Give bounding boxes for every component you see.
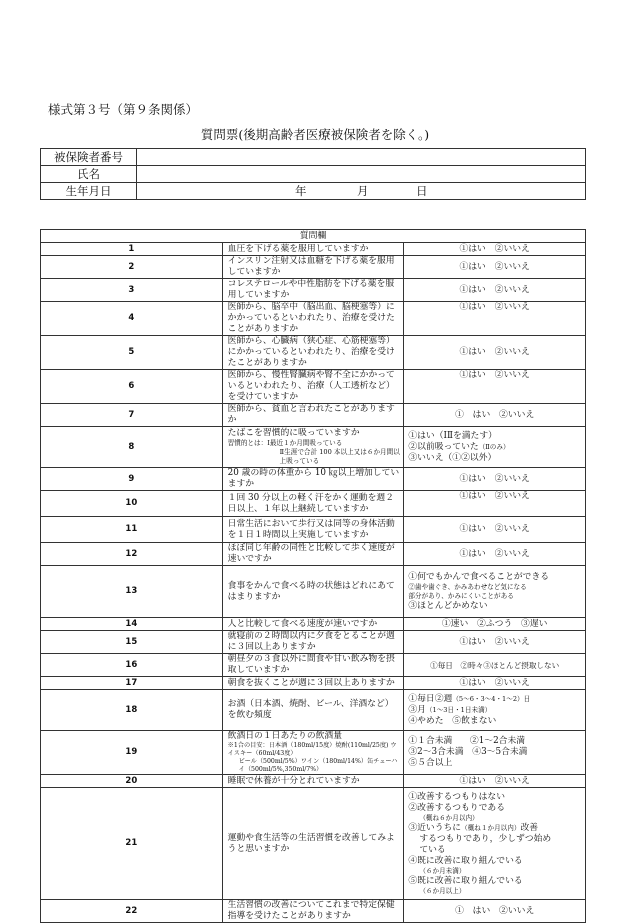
question-number: 16 <box>41 654 223 677</box>
answer-note: （６か月以上） <box>419 886 466 895</box>
answer-options[interactable] <box>404 566 586 618</box>
questionnaire-header: 質問欄 <box>41 230 586 243</box>
answer-options[interactable]: ①はい ②いいえ <box>404 279 586 302</box>
answer-label: ①毎日②週 <box>408 693 453 704</box>
question-text: 運動や食生活等の生活習慣を改善してみようと思いますか <box>222 788 404 900</box>
question-row <box>41 427 586 468</box>
answer-option[interactable]: ①何でもかんで食べることができる <box>408 571 550 582</box>
question-text: インスリン注射又は血糖を下げる薬を服用していますか <box>222 256 404 279</box>
answer-options[interactable] <box>404 690 586 731</box>
insured-number-label: 被保険者番号 <box>41 149 137 166</box>
form-title: 質問票(後期高齢者医療被保険者を除く。) <box>200 127 430 142</box>
answer-note: （5～6・3～4・1～2）日 <box>452 694 531 703</box>
question-number: 19 <box>41 731 223 775</box>
question-text: 就寝前の２時間以内に夕食をとることが週に３回以上ありますか <box>222 631 404 654</box>
form-number: 様式第３号（第９条関係） <box>48 102 199 117</box>
answer-options[interactable]: ①はい ②いいえ <box>404 631 586 654</box>
question-text: 日常生活において歩行又は同等の身体活動を１日１時間以上実施していますか <box>222 517 404 543</box>
answer-option[interactable] <box>408 823 585 834</box>
day-label: 日 <box>416 184 428 198</box>
question-text: 朝食を抜くことが週に３回以上ありますか <box>222 677 404 690</box>
question-number: 12 <box>41 543 223 566</box>
answer-option-continued: ている <box>419 844 446 855</box>
answer-option-continued: するつもりであり，少しずつ始め <box>419 833 552 844</box>
answer-option[interactable] <box>408 705 585 716</box>
answer-options[interactable]: ① はい ②いいえ <box>404 900 586 923</box>
question-text: 食事をかんで食べる時の状態はどれにあてはまりますか <box>222 566 404 618</box>
question-text: ほぼ同じ年齢の同性と比較して歩く速度が速いですか <box>222 543 404 566</box>
answer-options[interactable]: ①毎日 ②時々③ほとんど摂取しない <box>404 654 586 677</box>
answer-options[interactable]: ①はい ②いいえ <box>404 775 586 788</box>
question-text: コレステロールや中性脂肪を下げる薬を服用していますか <box>222 279 404 302</box>
question-text: 医師から、心臓病（狭心症、心筋梗塞等）にかかっているといわれたり、治療を受けたことがありますか <box>222 336 404 370</box>
answer-options[interactable]: ①速い ②ふつう ③遅い <box>404 618 586 631</box>
insured-info-table <box>40 148 586 200</box>
answer-options[interactable]: ①はい ②いいえ <box>404 491 586 517</box>
question-row <box>41 775 586 788</box>
answer-label: ③近いうちに <box>408 822 462 833</box>
question-number: 7 <box>41 404 223 427</box>
question-number: 2 <box>41 256 223 279</box>
question-row <box>41 654 586 677</box>
question-text: 生活習慣の改善についてこれまで特定保健指導を受けたことがありますか <box>222 900 404 923</box>
answer-options[interactable] <box>404 788 586 900</box>
question-number: 13 <box>41 566 223 618</box>
name-field[interactable] <box>137 166 586 183</box>
answer-options[interactable]: ①はい ②いいえ <box>404 468 586 491</box>
answer-option[interactable]: ④やめた ⑤飲まない <box>408 715 497 726</box>
question-text: 医師から、慢性腎臓病や腎不全にかかっているといわれたり、治療（人工透析など）を受けていますか <box>222 370 404 404</box>
question-number: 15 <box>41 631 223 654</box>
answer-option[interactable]: ①１合未満 ②1～2合未満 <box>408 736 526 746</box>
question-row <box>41 404 586 427</box>
question-number: 5 <box>41 336 223 370</box>
answer-options[interactable]: ①はい ②いいえ <box>404 336 586 370</box>
answer-option[interactable]: ①改善するつもりはない <box>408 791 505 802</box>
answer-options[interactable]: ①はい ②いいえ <box>404 543 586 566</box>
answer-option[interactable]: ③2～3合未満 ④3～5合未満 <box>408 747 528 757</box>
question-number: 1 <box>41 243 223 256</box>
question-row <box>41 618 586 631</box>
answer-label: ③月 <box>408 704 426 715</box>
question-row <box>41 336 586 370</box>
answer-options[interactable]: ①はい ②いいえ <box>404 243 586 256</box>
answer-options[interactable] <box>404 731 586 775</box>
question-row <box>41 468 586 491</box>
answer-option[interactable]: ⑤既に改善に取り組んでいる <box>408 875 523 886</box>
answer-options[interactable]: ①はい ②いいえ <box>404 370 586 404</box>
question-number: 17 <box>41 677 223 690</box>
question-number: 21 <box>41 788 223 900</box>
question-text: 医師から、貧血と言われたことがありますか <box>222 404 404 427</box>
question-note: 習慣的とは：Ⅰ最近１か月間吸っている <box>227 439 343 447</box>
question-row <box>41 302 586 336</box>
year-label: 年 <box>295 184 307 198</box>
birthdate-label: 生年月日 <box>41 183 137 200</box>
month-label: 月 <box>357 184 369 198</box>
question-row <box>41 677 586 690</box>
question-text <box>222 427 404 468</box>
answer-option[interactable] <box>408 442 585 453</box>
answer-option[interactable]: ③いいえ（①②以外） <box>408 452 497 463</box>
question-main-text: たばこを習慣的に吸っていますか <box>227 428 360 438</box>
question-note: Ⅱ生涯で合計 100 本以上又は６か月間以上吸っている <box>279 448 400 465</box>
question-row <box>41 243 586 256</box>
question-row <box>41 566 586 618</box>
answer-note: （1～3日・1日未満） <box>425 705 492 714</box>
question-number: 18 <box>41 690 223 731</box>
answer-options[interactable]: ①はい ②いいえ <box>404 256 586 279</box>
answer-option[interactable]: ③ほとんどかめない <box>408 600 488 611</box>
question-row <box>41 491 586 517</box>
insured-number-field[interactable] <box>137 149 586 166</box>
question-number: 14 <box>41 618 223 631</box>
question-row <box>41 279 586 302</box>
answer-note: （６か月未満） <box>419 866 466 875</box>
question-row <box>41 731 586 775</box>
question-text: １回 30 分以上の軽く汗をかく運動を週２日以上、１年以上継続していますか <box>222 491 404 517</box>
question-row <box>41 370 586 404</box>
answer-option-continued: 部分があり、かみにくいことがある <box>408 591 514 600</box>
answer-note: （概ね６か月以内） <box>419 813 479 822</box>
question-note: ※1合の目安：日本酒（180ml/15度）焼酎(110ml/25度) ウイスキー（60ml/43度） <box>227 742 397 757</box>
answer-label: ②以前吸っていた <box>408 441 479 452</box>
answer-option[interactable]: ⑤５合以上 <box>408 758 453 768</box>
question-row <box>41 788 586 900</box>
answer-option[interactable]: ①はい（ⅠⅡを満たす） <box>408 430 497 441</box>
answer-note: （概ね１か月以内） <box>461 823 521 832</box>
answer-options[interactable]: ① はい ②いいえ <box>404 404 586 427</box>
answer-options[interactable] <box>404 427 586 468</box>
question-text: 睡眠で休養が十分とれていますか <box>222 775 404 788</box>
answer-options[interactable]: ①はい ②いいえ <box>404 302 586 336</box>
answer-option[interactable]: ②改善するつもりである <box>408 802 505 813</box>
question-text: 人と比較して食べる速度が速いですか <box>222 618 404 631</box>
question-text: 朝昼夕の３食以外に間食や甘い飲み物を摂取していますか <box>222 654 404 677</box>
answer-options[interactable]: ①はい ②いいえ <box>404 677 586 690</box>
answer-note: （Ⅱのみ） <box>478 442 510 451</box>
answer-options[interactable]: ①はい ②いいえ <box>404 517 586 543</box>
question-text: 20 歳の時の体重から 10 ㎏以上増加していますか <box>222 468 404 491</box>
questionnaire-table <box>40 229 586 923</box>
question-main-text: 飲酒日の１日あたりの飲酒量 <box>227 731 343 741</box>
question-number: 6 <box>41 370 223 404</box>
question-number: 10 <box>41 491 223 517</box>
question-row <box>41 631 586 654</box>
question-text: お酒（日本酒、焼酎、ビール、洋酒など）を飲む頻度 <box>222 690 404 731</box>
answer-option[interactable]: ④既に改善に取り組んでいる <box>408 855 523 866</box>
answer-label: 改善 <box>520 822 539 833</box>
question-number: 22 <box>41 900 223 923</box>
question-number: 11 <box>41 517 223 543</box>
birthdate-field[interactable] <box>137 183 586 200</box>
question-row <box>41 256 586 279</box>
question-number: 8 <box>41 427 223 468</box>
question-number: 3 <box>41 279 223 302</box>
question-text: 血圧を下げる薬を服用していますか <box>222 243 404 256</box>
question-number: 4 <box>41 302 223 336</box>
question-text <box>222 731 404 775</box>
question-row <box>41 543 586 566</box>
question-row <box>41 517 586 543</box>
question-note: ビール（500ml/5%）ワイン（180ml/14%）缶チューハイ（500ml/5%,350ml/7%） <box>238 758 398 773</box>
answer-option[interactable]: ②歯や歯ぐき、かみあわせなど気になる <box>408 582 527 591</box>
name-label: 氏名 <box>41 166 137 183</box>
question-text: 医師から、脳卒中（脳出血、脳梗塞等）にかかっているといわれたり、治療を受けたことがありますか <box>222 302 404 336</box>
question-number: 20 <box>41 775 223 788</box>
answer-option[interactable] <box>408 694 585 705</box>
question-row <box>41 690 586 731</box>
question-number: 9 <box>41 468 223 491</box>
